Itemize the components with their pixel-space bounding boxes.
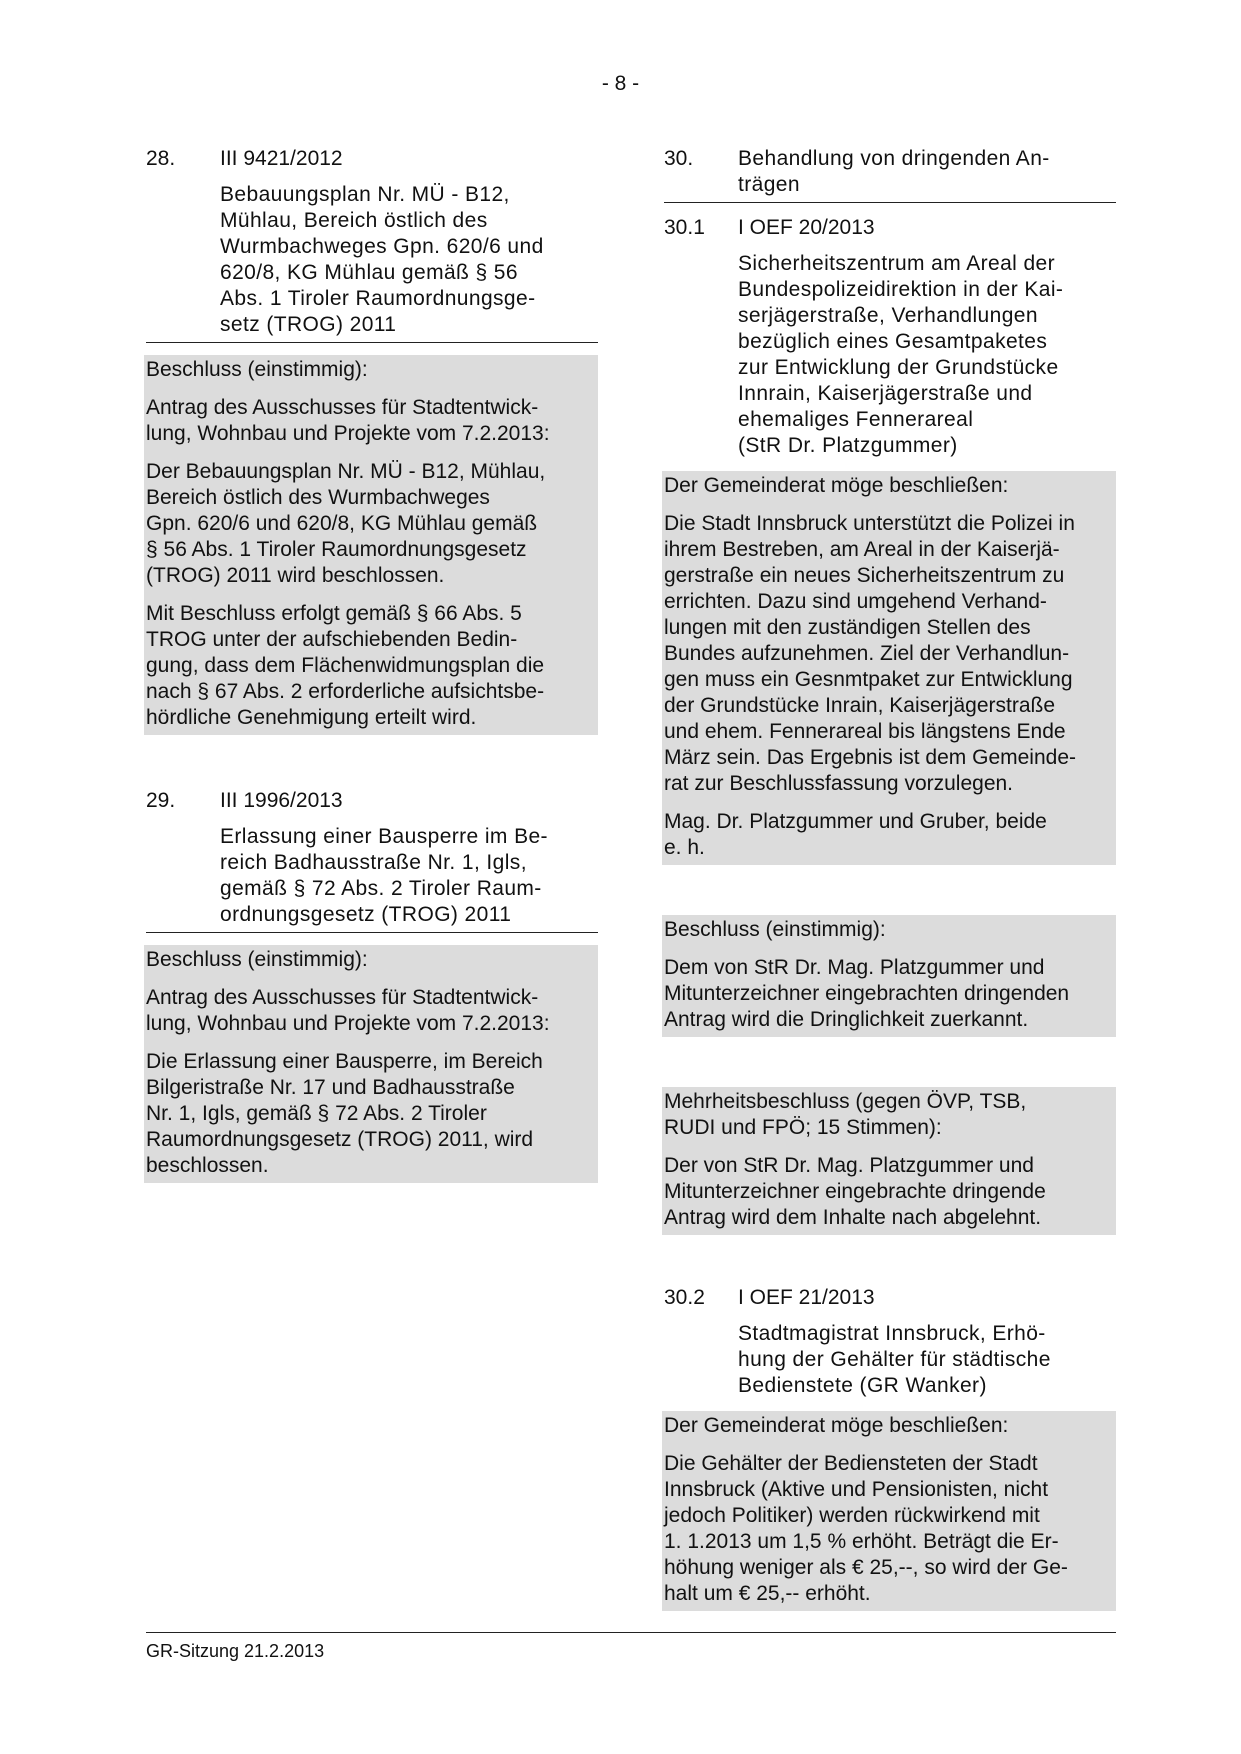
text-line: lung, Wohnbau und Projekte vom 7.2.2013: — [146, 422, 550, 445]
item-number: 28. — [146, 147, 176, 170]
text-line: gung, dass dem Flächenwidmungsplan die — [146, 654, 545, 677]
text-line: Antrag wird dem Inhalte nach abgelehnt. — [664, 1206, 1042, 1229]
title-line: ehemaliges Fennerareal — [738, 408, 974, 431]
text-line: Mehrheitsbeschluss (gegen ÖVP, TSB, — [664, 1090, 1027, 1113]
text-line: RUDI und FPÖ; 15 Stimmen): — [664, 1116, 942, 1139]
text-line: Raumordnungsgesetz (TROG) 2011, wird — [146, 1128, 534, 1151]
text-line: lungen mit den zuständigen Stellen des — [664, 616, 1031, 639]
text-line: (TROG) 2011 wird beschlossen. — [146, 564, 445, 587]
footer-text: GR-Sitzung 21.2.2013 — [146, 1641, 325, 1661]
item-30-2-motion — [662, 1411, 1116, 1611]
title-line: bezüglich eines Gesamtpaketes — [738, 330, 1048, 353]
item-30-header — [664, 146, 1116, 198]
text-line: 1. 1.2013 um 1,5 % erhöht. Beträgt die Er- — [664, 1530, 1059, 1553]
title-line: hung der Gehälter für städtische — [738, 1348, 1051, 1371]
item-number: 29. — [146, 789, 176, 812]
text-line: e. h. — [664, 836, 705, 859]
page-footer — [146, 1632, 1116, 1662]
decision-text — [664, 955, 1112, 1033]
text-line: halt um € 25,-- erhöht. — [664, 1582, 871, 1605]
text-line: Gpn. 620/6 und 620/8, KG Mühlau gemäß — [146, 512, 538, 535]
text-line: Bundes aufzunehmen. Ziel der Verhandlun- — [664, 642, 1070, 665]
text-line: lung, Wohnbau und Projekte vom 7.2.2013: — [146, 1012, 550, 1035]
title-line: serjägerstraße, Verhandlungen — [738, 304, 1038, 327]
decision-para — [146, 459, 594, 589]
decision-para — [146, 395, 594, 447]
text-line: Innsbruck (Aktive und Pensionisten, nicht — [664, 1478, 1049, 1501]
decision-para — [146, 601, 594, 731]
title-line: Bedienstete (GR Wanker) — [738, 1374, 987, 1397]
motion-text — [664, 511, 1112, 797]
title-line: Sicherheitszentrum am Areal der — [738, 252, 1056, 275]
title-line: Abs. 1 Tiroler Raumordnungsge- — [220, 287, 536, 310]
title-line: Bundespolizeidirektion in der Kai- — [738, 278, 1064, 301]
text-line: § 56 Abs. 1 Tiroler Raumordnungsgesetz — [146, 538, 527, 561]
text-line: Die Erlassung einer Bausperre, im Bereich — [146, 1050, 543, 1073]
title-line: Erlassung einer Bausperre im Be- — [220, 825, 548, 848]
text-line: Dem von StR Dr. Mag. Platzgummer und — [664, 956, 1045, 979]
decision-para — [146, 985, 594, 1037]
text-line: hördliche Genehmigung erteilt wird. — [146, 706, 477, 729]
text-line: höhung weniger als € 25,--, so wird der Ge- — [664, 1556, 1068, 1579]
text-line: rat zur Beschlussfassung vorzulegen. — [664, 772, 1014, 795]
motion-text — [664, 1451, 1112, 1607]
text-line: gen muss ein Gesnmtpaket zur Entwicklung — [664, 668, 1073, 691]
title-line: ordnungsgesetz (TROG) 2011 — [220, 903, 512, 926]
motion-heading: Der Gemeinderat möge beschließen: — [664, 1414, 1009, 1437]
text-line: Bilgeristraße Nr. 17 und Badhausstraße — [146, 1076, 515, 1099]
item-reference: I OEF 20/2013 — [738, 216, 875, 239]
text-line: beschlossen. — [146, 1154, 269, 1177]
decision-heading: Beschluss (einstimmig): — [664, 918, 886, 941]
decision-heading — [664, 1089, 1112, 1141]
item-30-1-header — [664, 215, 1116, 241]
page-number: - 8 - — [601, 72, 640, 95]
title-line: Wurmbachweges Gpn. 620/6 und — [220, 235, 544, 258]
text-line: Der Bebauungsplan Nr. MÜ - B12, Mühlau, — [146, 460, 546, 483]
item-30-1-decision-urgency — [662, 915, 1116, 1037]
item-30-1-motion — [662, 471, 1116, 865]
text-line: TROG unter der aufschiebenden Bedin- — [146, 628, 518, 651]
motion-heading: Der Gemeinderat möge beschließen: — [664, 474, 1009, 497]
divider — [146, 342, 598, 343]
item-title — [738, 146, 1050, 198]
item-30-2-header — [664, 1285, 1116, 1311]
text-line: und ehem. Fennerareal bis längstens Ende — [664, 720, 1066, 743]
right-column — [664, 146, 1116, 1611]
item-28-title — [146, 182, 598, 338]
text-line: errichten. Dazu sind umgehend Verhand- — [664, 590, 1047, 613]
title-line: Innrain, Kaiserjägerstraße und — [738, 382, 1033, 405]
item-number: 30.1 — [664, 216, 705, 239]
title-line: zur Entwicklung der Grundstücke — [738, 356, 1059, 379]
text-line: Mitunterzeichner eingebrachten dringenden — [664, 982, 1070, 1005]
text-line: Mag. Dr. Platzgummer und Gruber, beide — [664, 810, 1047, 833]
text-line: Bereich östlich des Wurmbachweges — [146, 486, 490, 509]
title-line: Bebauungsplan Nr. MÜ - B12, — [220, 183, 510, 206]
decision-text — [664, 1153, 1112, 1231]
item-30-1-title — [664, 251, 1116, 459]
divider — [664, 202, 1116, 203]
divider — [146, 932, 598, 933]
title-line: 620/8, KG Mühlau gemäß § 56 — [220, 261, 518, 284]
title-line: (StR Dr. Platzgummer) — [738, 434, 958, 457]
decision-heading: Beschluss (einstimmig): — [146, 358, 368, 381]
item-28-header — [146, 146, 598, 172]
title-line: Mühlau, Bereich östlich des — [220, 209, 488, 232]
text-line: Antrag wird die Dringlichkeit zuerkannt. — [664, 1008, 1029, 1031]
text-line: jedoch Politiker) werden rückwirkend mit — [664, 1504, 1040, 1527]
item-30-1-decision-majority — [662, 1087, 1116, 1235]
decision-heading: Beschluss (einstimmig): — [146, 948, 368, 971]
item-number: 30.2 — [664, 1286, 705, 1309]
item-reference: III 9421/2012 — [220, 147, 343, 170]
item-29-decision — [144, 945, 598, 1183]
item-28-decision — [144, 355, 598, 735]
item-30-2-title — [664, 1321, 1116, 1399]
text-line: der Grundstücke Inrain, Kaiserjägerstraße — [664, 694, 1056, 717]
item-29-header — [146, 788, 598, 814]
title-line: Behandlung von dringenden An- — [738, 147, 1050, 170]
text-line: Antrag des Ausschusses für Stadtentwick- — [146, 986, 539, 1009]
title-line: setz (TROG) 2011 — [220, 313, 397, 336]
title-line: reich Badhausstraße Nr. 1, Igls, — [220, 851, 527, 874]
item-reference: III 1996/2013 — [220, 789, 343, 812]
item-number: 30. — [664, 147, 694, 170]
text-line: Mitunterzeichner eingebrachte dringende — [664, 1180, 1046, 1203]
title-line: Stadtmagistrat Innsbruck, Erhö- — [738, 1322, 1046, 1345]
item-29-title — [146, 824, 598, 928]
left-column — [146, 146, 598, 1183]
text-line: März sein. Das Ergebnis ist dem Gemeinde- — [664, 746, 1076, 769]
text-line: Die Stadt Innsbruck unterstützt die Polizei in — [664, 512, 1075, 535]
text-line: nach § 67 Abs. 2 erforderliche aufsichtsbe- — [146, 680, 545, 703]
text-line: ihrem Bestreben, am Areal in der Kaiserjä- — [664, 538, 1060, 561]
decision-para — [146, 1049, 594, 1179]
signers — [664, 809, 1112, 861]
text-line: Mit Beschluss erfolgt gemäß § 66 Abs. 5 — [146, 602, 522, 625]
title-line: gemäß § 72 Abs. 2 Tiroler Raum- — [220, 877, 542, 900]
text-line: Antrag des Ausschusses für Stadtentwick- — [146, 396, 539, 419]
text-line: gerstraße ein neues Sicherheitszentrum zu — [664, 564, 1065, 587]
item-reference: I OEF 21/2013 — [738, 1286, 875, 1309]
title-line: trägen — [738, 173, 800, 196]
text-line: Nr. 1, Igls, gemäß § 72 Abs. 2 Tiroler — [146, 1102, 487, 1125]
text-line: Die Gehälter der Bediensteten der Stadt — [664, 1452, 1038, 1475]
text-line: Der von StR Dr. Mag. Platzgummer und — [664, 1154, 1034, 1177]
